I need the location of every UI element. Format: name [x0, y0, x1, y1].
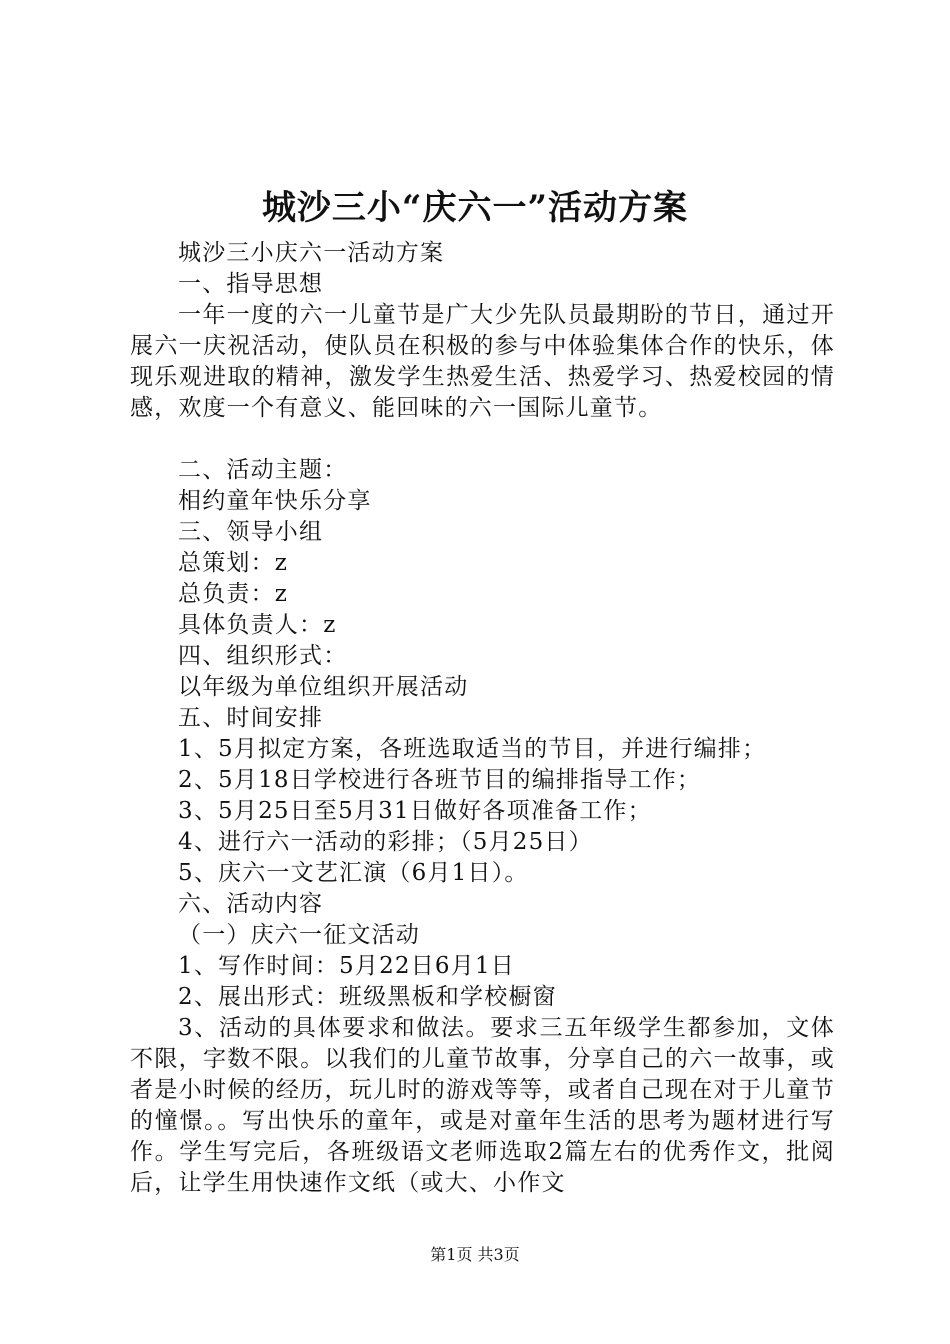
schedule-item-2: 2、5月18日学校进行各班节目的编排指导工作；	[178, 767, 702, 793]
paragraph-person-in-charge: 具体负责人：z	[178, 612, 337, 638]
essay-item-1: 1、写作时间：5月22日6月1日	[178, 953, 515, 979]
schedule-item-4: 4、进行六一活动的彩排；（5月25日）	[178, 829, 593, 855]
heading-leadership: 三、领导小组	[178, 519, 324, 545]
heading-theme: 二、活动主题：	[178, 457, 348, 483]
paragraph-director: 总负责：z	[178, 581, 289, 607]
heading-schedule: 五、时间安排	[178, 705, 324, 731]
schedule-item-1: 1、5月拟定方案，各班选取适当的节目，并进行编排；	[178, 736, 767, 762]
paragraph-organization: 以年级为单位组织开展活动	[178, 674, 469, 700]
essay-item-2: 2、展出形式：班级黑板和学校橱窗	[178, 984, 557, 1010]
schedule-item-5: 5、庆六一文艺汇演（6月1日）。	[178, 860, 529, 886]
heading-content: 六、活动内容	[178, 891, 324, 917]
document-body	[130, 238, 835, 1199]
paragraph-guiding-thought: 一年一度的六一儿童节是广大少先队员最期盼的节日，通过开展六一庆祝活动，使队员在积极的参与中体验集体合作的快乐，体现乐观进取的精神，激发学生热爱生活、热爱学习、热爱校园的情感，欢度一个有意义、能回味的六一国际儿童节。	[130, 302, 835, 421]
document-title: 城沙三小“庆六一”活动方案	[261, 188, 689, 228]
subheading-essay-activity: （一）庆六一征文活动	[178, 922, 420, 948]
schedule-item-3: 3、5月25日至5月31日做好各项准备工作；	[178, 798, 652, 824]
page-footer: 第1页 共3页	[430, 1245, 520, 1264]
blank-line	[130, 424, 835, 455]
paragraph-theme: 相约童年快乐分享	[178, 488, 372, 514]
heading-organization: 四、组织形式：	[178, 643, 348, 669]
paragraph-subtitle: 城沙三小庆六一活动方案	[178, 240, 445, 266]
paragraph-planner: 总策划：z	[178, 550, 289, 576]
essay-item-3: 3、活动的具体要求和做法。要求三五年级学生都参加，文体不限，字数不限。以我们的儿童节故事，分享自己的六一故事，或者是小时候的经历，玩儿时的游戏等等，或者自己现在对于儿童节的憧憬。。写出快乐的童年，或是对童年生活的思考为题材进行写作。学生写完后，各班级语文老师选取2篇左右的优秀作文，批阅后，让学生用快速作文纸（或大、小作文	[130, 1015, 835, 1196]
heading-guiding-thought: 一、指导思想	[178, 271, 324, 297]
